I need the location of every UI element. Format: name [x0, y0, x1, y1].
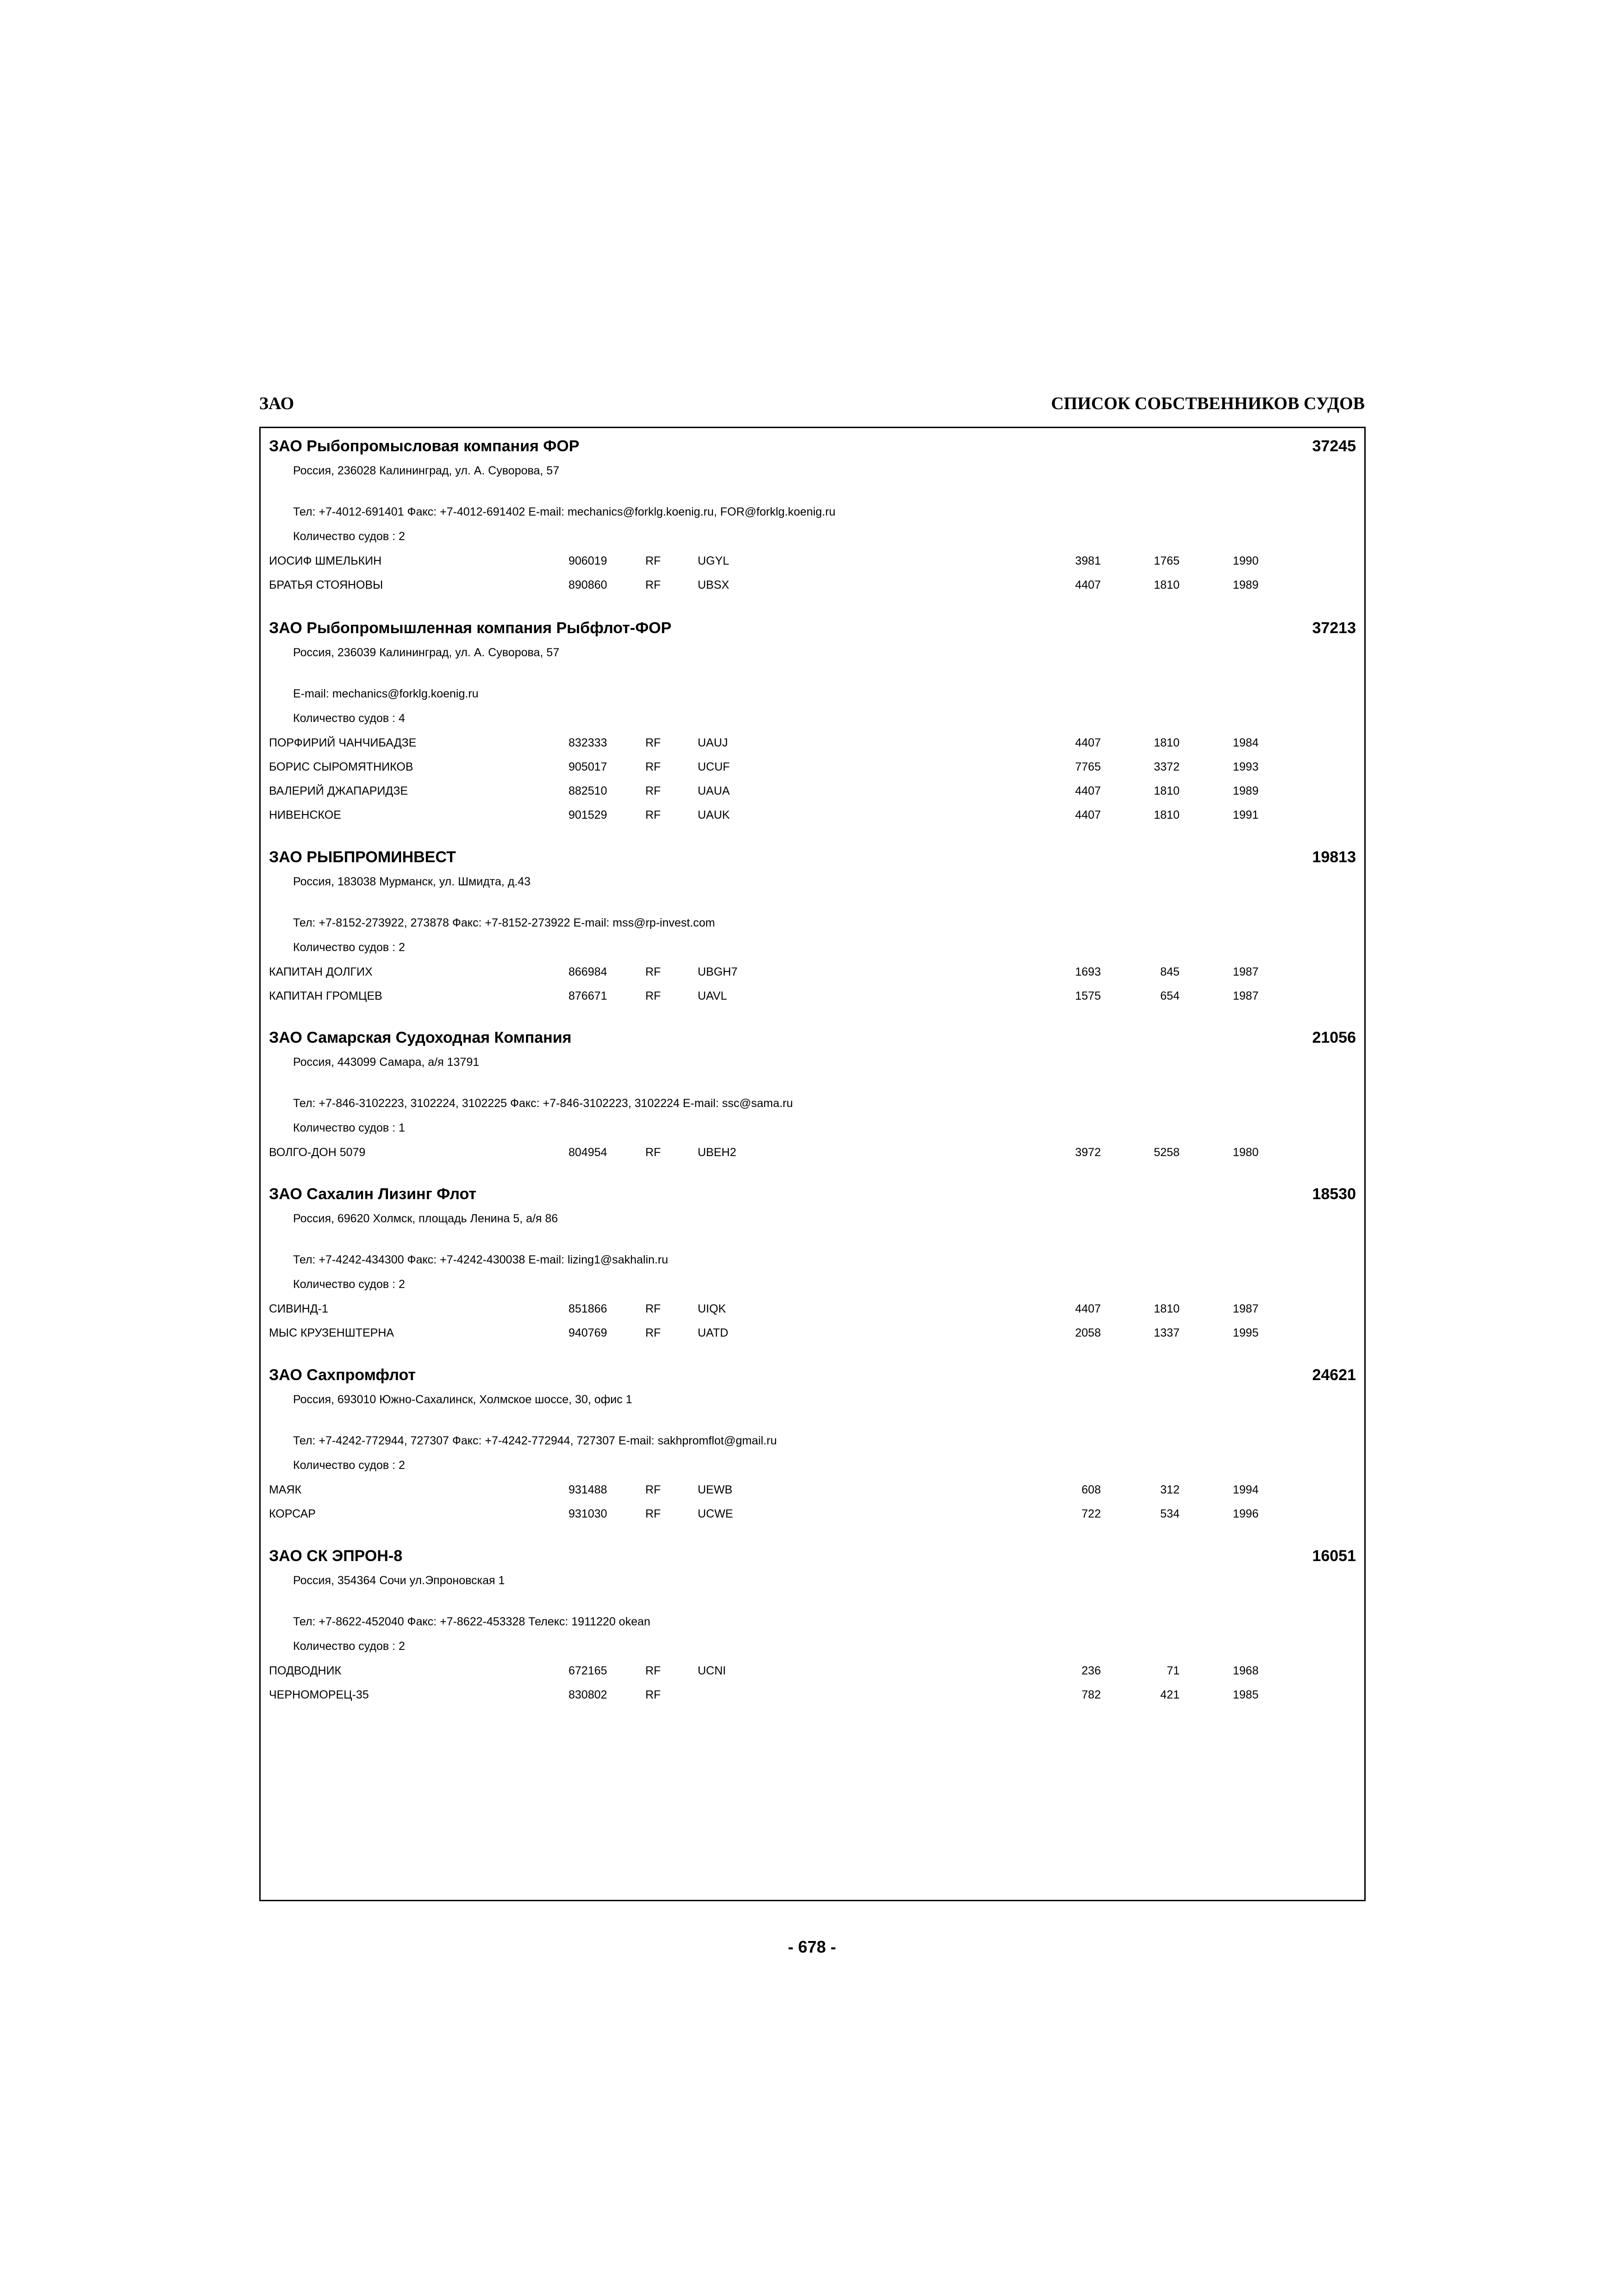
owners-table-frame [259, 427, 1366, 1901]
company-contact: Тел: +7-8152-273922, 273878 Факс: +7-8152-273922 E-mail: mss@rp-invest.com [293, 916, 715, 929]
vessel-gt: 4407 [1075, 736, 1101, 749]
header-left: ЗАО [259, 394, 294, 413]
vessel-name: ВАЛЕРИЙ ДЖАПАРИДЗЕ [269, 784, 408, 797]
vessel-dwt: 1810 [1154, 736, 1180, 749]
vessel-name: ПОРФИРИЙ ЧАНЧИБАДЗЕ [269, 736, 417, 749]
vessel-count: Количество судов : 1 [293, 1121, 405, 1134]
vessel-dwt: 1810 [1154, 809, 1180, 821]
vessel-row [261, 1326, 1364, 1345]
vessel-year: 1991 [1233, 809, 1259, 821]
vessel-flag: RF [645, 579, 661, 591]
vessel-dwt: 1765 [1154, 554, 1180, 567]
vessel-name: МЫС КРУЗЕНШТЕРНА [269, 1326, 394, 1339]
vessel-year: 1993 [1233, 760, 1259, 773]
company-name: ЗАО РЫБПРОМИНВЕСТ [269, 848, 456, 866]
vessel-imo: 931488 [568, 1483, 607, 1496]
vessel-name: КОРСАР [269, 1507, 316, 1520]
vessel-year: 1987 [1233, 1302, 1259, 1315]
vessel-row [261, 1302, 1364, 1321]
vessel-flag: RF [645, 965, 661, 978]
vessel-name: ВОЛГО-ДОН 5079 [269, 1146, 366, 1159]
company-name: ЗАО Рыбопромышленная компания Рыбфлот-ФОР [269, 619, 672, 637]
vessel-dwt: 5258 [1154, 1146, 1180, 1159]
vessel-year: 1994 [1233, 1483, 1259, 1496]
vessel-gt: 236 [1081, 1664, 1101, 1677]
vessel-count: Количество судов : 2 [293, 1459, 405, 1472]
vessel-name: НИВЕНСКОЕ [269, 809, 341, 821]
company-address: Россия, 693010 Южно-Сахалинск, Холмское шоссе, 30, офис 1 [293, 1393, 632, 1406]
vessel-row [261, 989, 1364, 1008]
vessel-dwt: 71 [1167, 1664, 1180, 1677]
vessel-gt: 4407 [1075, 784, 1101, 797]
vessel-callsign: UBSX [698, 579, 730, 591]
vessel-imo: 851866 [568, 1302, 607, 1315]
vessel-name: КАПИТАН ГРОМЦЕВ [269, 989, 382, 1002]
vessel-flag: RF [645, 989, 661, 1002]
vessel-year: 1996 [1233, 1507, 1259, 1520]
vessel-callsign: UAUA [698, 784, 730, 797]
vessel-name: БРАТЬЯ СТОЯНОВЫ [269, 579, 383, 591]
vessel-flag: RF [645, 809, 661, 821]
company-name: ЗАО Сахалин Лизинг Флот [269, 1185, 477, 1203]
vessel-callsign: UAVL [698, 989, 727, 1002]
vessel-dwt: 312 [1160, 1483, 1180, 1496]
vessel-flag: RF [645, 1507, 661, 1520]
company-id: 16051 [1312, 1547, 1356, 1565]
company-id: 24621 [1312, 1366, 1356, 1384]
company-id: 37245 [1312, 437, 1356, 455]
company-address: Россия, 183038 Мурманск, ул. Шмидта, д.43 [293, 875, 531, 888]
vessel-imo: 882510 [568, 784, 607, 797]
vessel-row [261, 1507, 1364, 1526]
vessel-dwt: 1810 [1154, 784, 1180, 797]
company-contact: E-mail: mechanics@forklg.koenig.ru [293, 687, 479, 700]
vessel-imo: 876671 [568, 989, 607, 1002]
vessel-name: ИОСИФ ШМЕЛЬКИН [269, 554, 382, 567]
vessel-flag: RF [645, 1483, 661, 1496]
vessel-row [261, 1664, 1364, 1683]
vessel-gt: 4407 [1075, 1302, 1101, 1315]
vessel-flag: RF [645, 1688, 661, 1701]
vessel-callsign: UCUF [698, 760, 730, 773]
company-name: ЗАО Самарская Судоходная Компания [269, 1029, 572, 1046]
vessel-imo: 830802 [568, 1688, 607, 1701]
vessel-callsign: UGYL [698, 554, 730, 567]
vessel-year: 1968 [1233, 1664, 1259, 1677]
company-contact: Тел: +7-8622-452040 Факс: +7-8622-453328 Телекс: 1911220 okean [293, 1615, 650, 1628]
vessel-year: 1987 [1233, 965, 1259, 978]
vessel-name: БОРИС СЫРОМЯТНИКОВ [269, 760, 413, 773]
header-right: СПИСОК СОБСТВЕННИКОВ СУДОВ [1051, 394, 1365, 413]
vessel-year: 1985 [1233, 1688, 1259, 1701]
vessel-flag: RF [645, 1664, 661, 1677]
company-name: ЗАО СК ЭПРОН-8 [269, 1547, 403, 1565]
vessel-name: МАЯК [269, 1483, 302, 1496]
vessel-row [261, 736, 1364, 755]
vessel-imo: 906019 [568, 554, 607, 567]
vessel-gt: 3981 [1075, 554, 1101, 567]
page-number: - 678 - [787, 1937, 837, 1956]
vessel-gt: 7765 [1075, 760, 1101, 773]
vessel-dwt: 1337 [1154, 1326, 1180, 1339]
vessel-gt: 4407 [1075, 809, 1101, 821]
vessel-gt: 3972 [1075, 1146, 1101, 1159]
vessel-imo: 866984 [568, 965, 607, 978]
vessel-gt: 4407 [1075, 579, 1101, 591]
company-id: 18530 [1312, 1185, 1356, 1203]
company-address: Россия, 69620 Холмск, площадь Ленина 5, а/я 86 [293, 1212, 558, 1225]
vessel-name: ЧЕРНОМОРЕЦ-35 [269, 1688, 369, 1701]
vessel-gt: 722 [1081, 1507, 1101, 1520]
vessel-imo: 890860 [568, 579, 607, 591]
company-contact: Тел: +7-4012-691401 Факс: +7-4012-691402 E-mail: mechanics@forklg.koenig.ru, FOR@forklg.koenig.ru [293, 505, 836, 518]
vessel-callsign: UCNI [698, 1664, 726, 1677]
vessel-row [261, 1146, 1364, 1164]
company-address: Россия, 236039 Калининград, ул. А. Суворова, 57 [293, 646, 560, 659]
vessel-dwt: 1810 [1154, 579, 1180, 591]
vessel-dwt: 845 [1160, 965, 1180, 978]
vessel-gt: 1575 [1075, 989, 1101, 1002]
company-name: ЗАО Сахпромфлот [269, 1366, 416, 1384]
company-address: Россия, 354364 Сочи ул.Эпроновская 1 [293, 1574, 505, 1587]
vessel-row [261, 965, 1364, 984]
vessel-imo: 832333 [568, 736, 607, 749]
vessel-dwt: 421 [1160, 1688, 1180, 1701]
vessel-imo: 905017 [568, 760, 607, 773]
vessel-year: 1984 [1233, 736, 1259, 749]
vessel-callsign: UCWE [698, 1507, 733, 1520]
vessel-count: Количество судов : 4 [293, 712, 405, 725]
vessel-callsign: UAUJ [698, 736, 728, 749]
company-contact: Тел: +7-4242-434300 Факс: +7-4242-430038 E-mail: lizing1@sakhalin.ru [293, 1253, 668, 1266]
vessel-callsign: UIQK [698, 1302, 726, 1315]
vessel-year: 1980 [1233, 1146, 1259, 1159]
vessel-year: 1989 [1233, 579, 1259, 591]
vessel-imo: 901529 [568, 809, 607, 821]
vessel-count: Количество судов : 2 [293, 1640, 405, 1653]
company-id: 37213 [1312, 619, 1356, 637]
vessel-row [261, 554, 1364, 573]
vessel-callsign: UBEH2 [698, 1146, 737, 1159]
vessel-flag: RF [645, 1302, 661, 1315]
vessel-year: 1995 [1233, 1326, 1259, 1339]
vessel-row [261, 760, 1364, 779]
vessel-gt: 782 [1081, 1688, 1101, 1701]
vessel-gt: 1693 [1075, 965, 1101, 978]
vessel-row [261, 809, 1364, 827]
vessel-flag: RF [645, 554, 661, 567]
vessel-flag: RF [645, 784, 661, 797]
vessel-row [261, 1688, 1364, 1707]
vessel-count: Количество судов : 2 [293, 530, 405, 543]
vessel-imo: 672165 [568, 1664, 607, 1677]
vessel-count: Количество судов : 2 [293, 1278, 405, 1291]
vessel-dwt: 1810 [1154, 1302, 1180, 1315]
vessel-callsign: UATD [698, 1326, 729, 1339]
vessel-imo: 931030 [568, 1507, 607, 1520]
company-contact: Тел: +7-4242-772944, 727307 Факс: +7-4242-772944, 727307 E-mail: sakhpromflot@gmail.ru [293, 1434, 777, 1447]
vessel-name: КАПИТАН ДОЛГИХ [269, 965, 373, 978]
vessel-gt: 2058 [1075, 1326, 1101, 1339]
vessel-year: 1990 [1233, 554, 1259, 567]
vessel-callsign: UAUK [698, 809, 730, 821]
vessel-callsign: UBGH7 [698, 965, 738, 978]
vessel-row [261, 579, 1364, 597]
vessel-name: ПОДВОДНИК [269, 1664, 342, 1677]
company-id: 21056 [1312, 1029, 1356, 1046]
vessel-name: СИВИНД-1 [269, 1302, 328, 1315]
vessel-flag: RF [645, 760, 661, 773]
vessel-flag: RF [645, 1146, 661, 1159]
vessel-row [261, 1483, 1364, 1502]
company-address: Россия, 443099 Самара, а/я 13791 [293, 1056, 480, 1069]
company-id: 19813 [1312, 848, 1356, 866]
vessel-flag: RF [645, 736, 661, 749]
vessel-dwt: 654 [1160, 989, 1180, 1002]
vessel-dwt: 534 [1160, 1507, 1180, 1520]
vessel-imo: 804954 [568, 1146, 607, 1159]
company-name: ЗАО Рыбопромысловая компания ФОР [269, 437, 580, 455]
vessel-dwt: 3372 [1154, 760, 1180, 773]
company-address: Россия, 236028 Калининград, ул. А. Суворова, 57 [293, 464, 560, 477]
vessel-gt: 608 [1081, 1483, 1101, 1496]
vessel-year: 1989 [1233, 784, 1259, 797]
vessel-flag: RF [645, 1326, 661, 1339]
vessel-year: 1987 [1233, 989, 1259, 1002]
company-contact: Тел: +7-846-3102223, 3102224, 3102225 Факс: +7-846-3102223, 3102224 E-mail: ssc@sama.ru [293, 1097, 793, 1110]
vessel-count: Количество судов : 2 [293, 941, 405, 954]
vessel-imo: 940769 [568, 1326, 607, 1339]
vessel-row [261, 784, 1364, 803]
vessel-callsign: UEWB [698, 1483, 732, 1496]
